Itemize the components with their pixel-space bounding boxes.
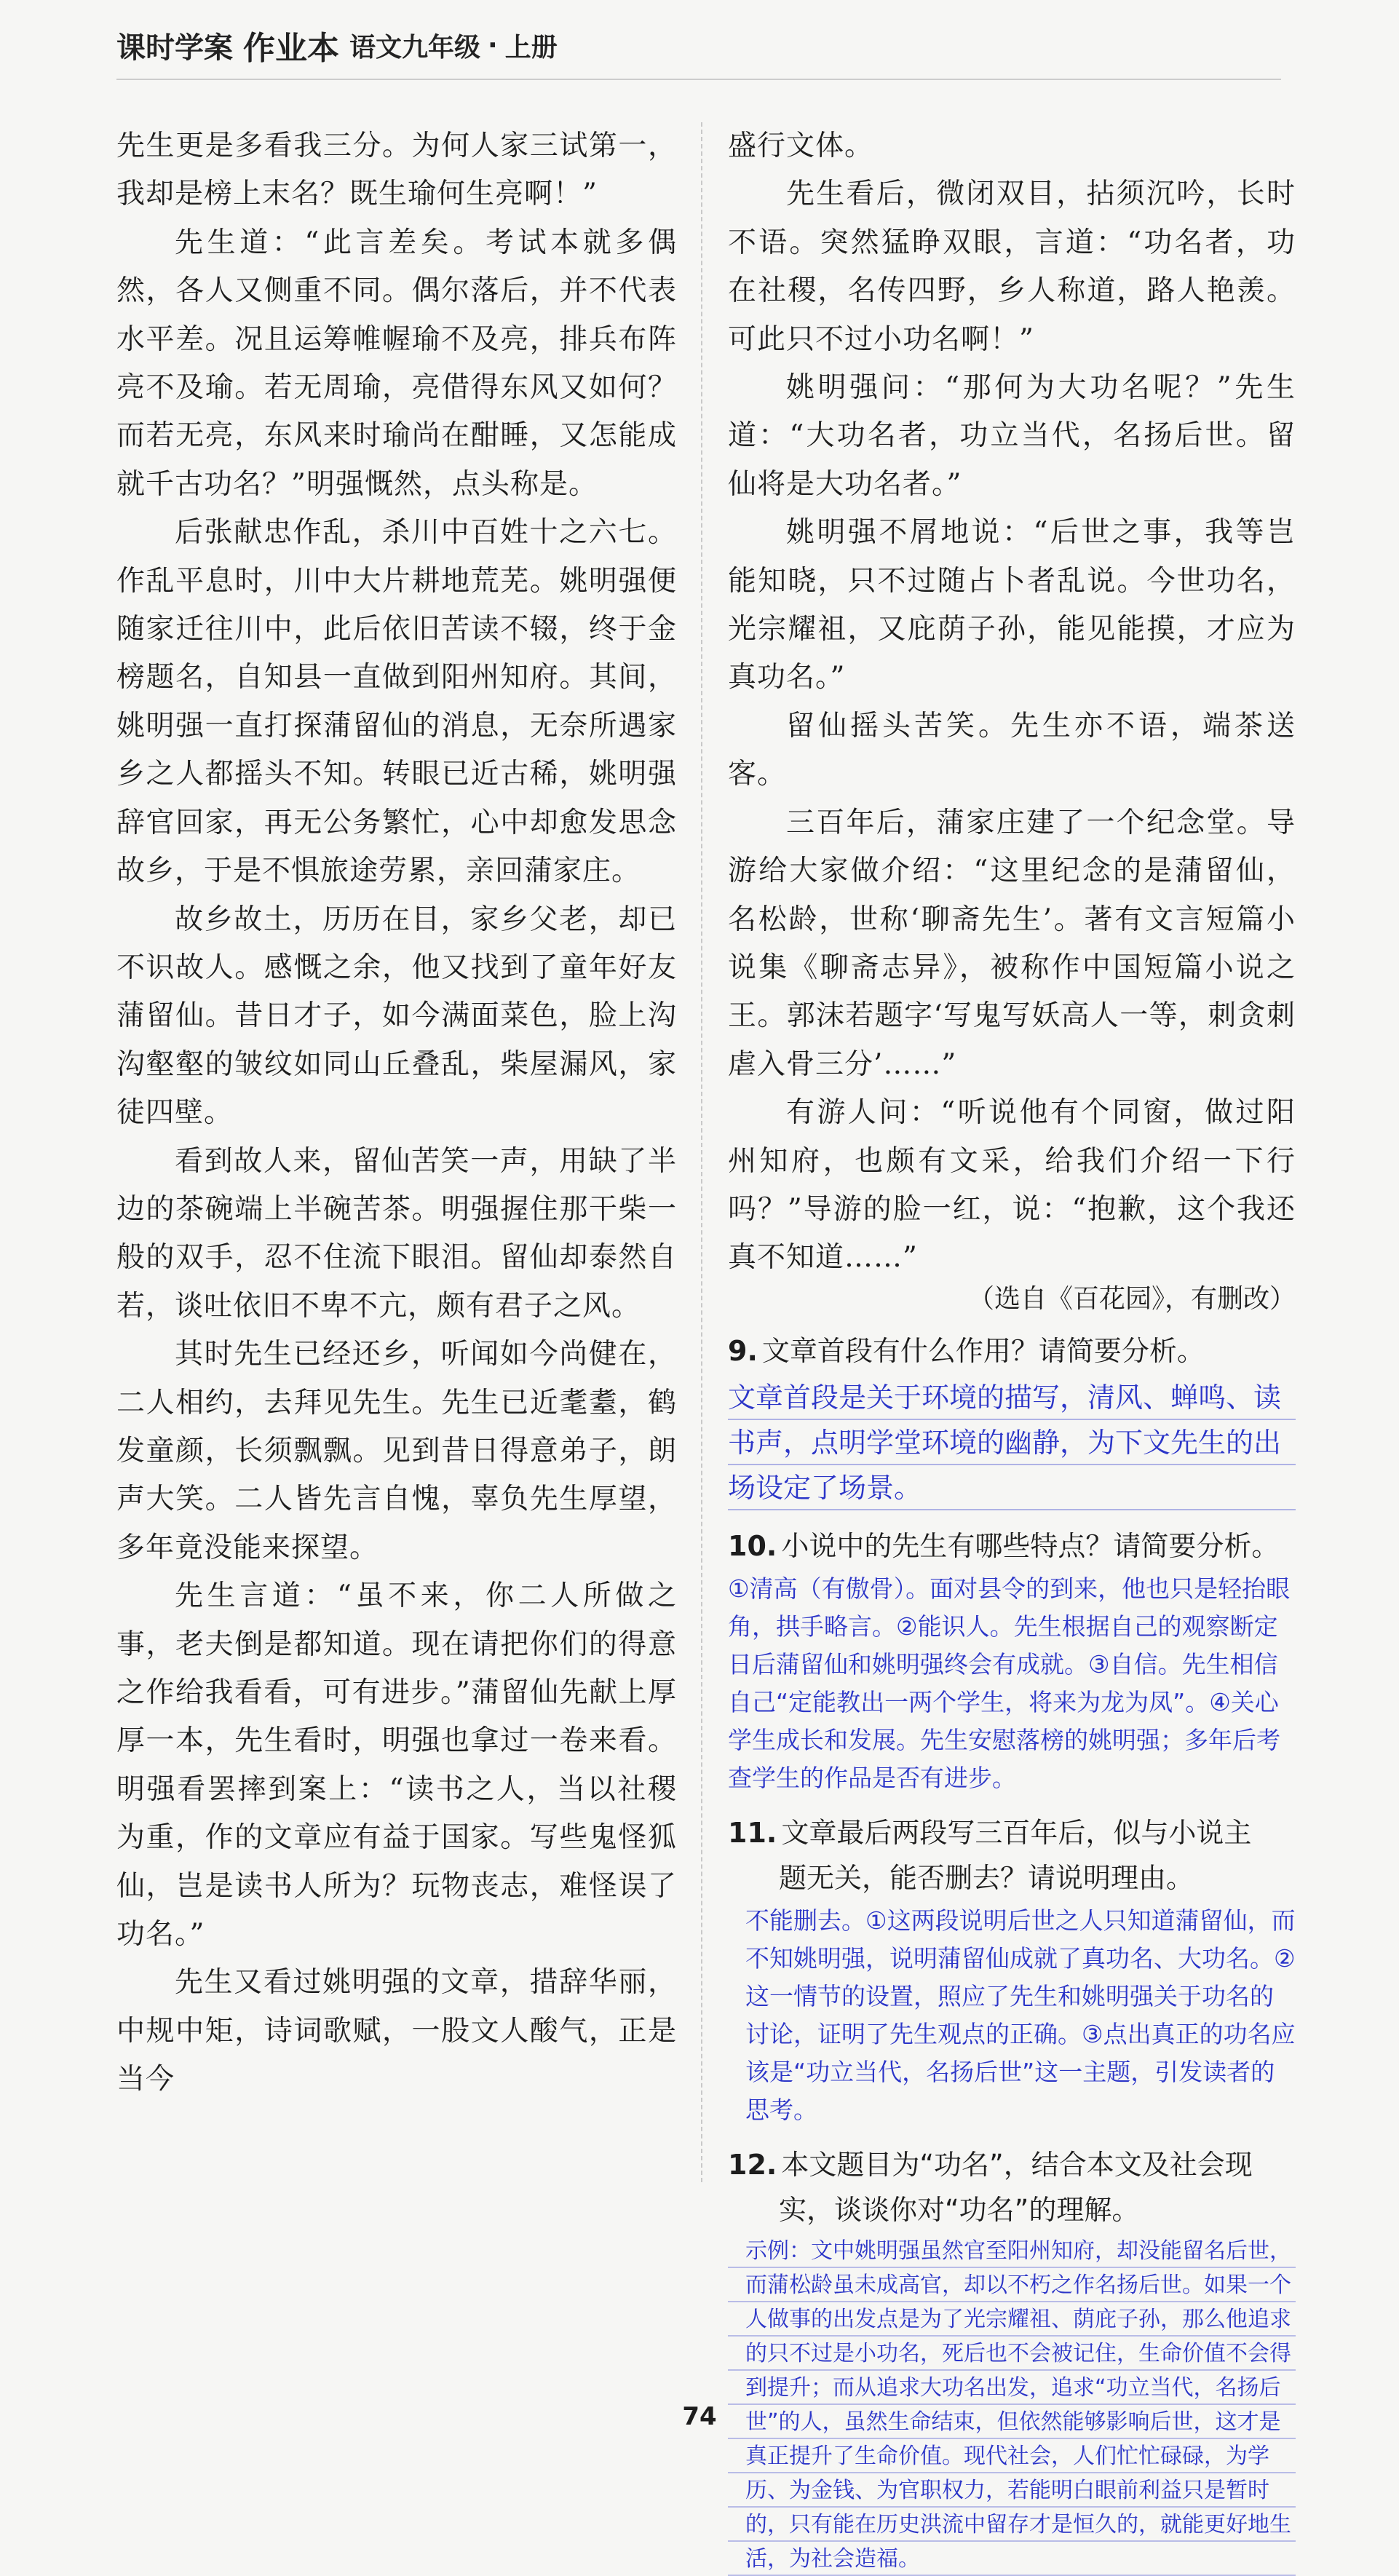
- page-number: 74: [682, 2402, 717, 2431]
- question-number: 12.: [728, 2148, 777, 2181]
- question-text-continued: 实，谈谈你对“功名”的理解。: [779, 2193, 1140, 2226]
- story-paragraph: 姚明强不屑地说：“后世之事，我等岂能知晓，只不过随占卜者乱说。今世功名，光宗耀祖，又庇荫子孙，能见能摸，才应为真功名。”: [728, 516, 1296, 694]
- question-number: 11.: [728, 1816, 777, 1849]
- story-paragraph: 看到故人来，留仙苦笑一声，用缺了半边的茶碗端上半碗苦茶。明强握住那干柴一般的双手，忍不住流下眼泪。留仙却泰然自若，谈吐依旧不卑不亢，颇有君子之风。: [116, 1144, 677, 1323]
- question-text: 文章首段有什么作用？请简要分析。: [761, 1334, 1205, 1367]
- volume-label: 上册: [504, 32, 558, 63]
- header-rule: [116, 79, 1281, 80]
- story-paragraph: 先生道：“此言差矣。考试本就多偶然，各人又侧重不同。偶尔落后，并不代表水平差。况且运筹帷幄瑜不及亮，排兵布阵亮不及瑜。若无周瑜，亮借得东风又如何？而若无亮，东风来时瑜尚在酣睡，又怎能成就千古功名？”明强慨然，点头称是。: [116, 226, 677, 501]
- answer-11: 不能删去。①这两段说明后世之人只知道蒲留仙，而不知姚明强，说明蒲留仙成就了真功名、大功名。②这一情节的设置，照应了先生和姚明强关于功名的讨论，证明了先生观点的正确。③点出真正的功名应该是“功立当代，名扬后世”这一主题，引发读者的思考。: [745, 1906, 1296, 2124]
- subject-label: 语文九年级: [349, 32, 481, 63]
- story-paragraph: 有游人问：“听说他有个同窗，做过阳州知府，也颇有文采，给我们介绍一下行吗？”导游的脸一红，说：“抱歉，这个我还真不知道……”: [728, 1096, 1296, 1275]
- story-paragraph: 其时先生已经还乡，听闻如今尚健在，二人相约，去拜见先生。先生已近耄耋，鹤发童颜，长须飘飘。见到昔日得意弟子，朗声大笑。二人皆先言自愧，辜负先生厚望，多年竟没能来探望。: [116, 1338, 677, 1564]
- question-text-continued: 题无关，能否删去？请说明理由。: [779, 1861, 1194, 1894]
- question-text: 小说中的先生有哪些特点？请简要分析。: [781, 1529, 1280, 1562]
- page-header: [116, 16, 1281, 74]
- question-text: 文章最后两段写三百年后，似与小说主: [781, 1816, 1252, 1849]
- question-9: [728, 1328, 1296, 1374]
- story-paragraph: 先生看后，微闭双目，拈须沉吟，长时不语。突然猛睁双眼，言道：“功名者，功在社稷，名传四野，乡人称道，路人艳羡。可此只不过小功名啊！”: [728, 178, 1296, 356]
- source-citation: （选自《百花园》，有删改）: [967, 1283, 1296, 1314]
- column-divider: [701, 122, 702, 2182]
- left-column: [116, 122, 677, 2104]
- question-number: 10.: [728, 1529, 777, 1562]
- story-paragraph: 后张献忠作乱，杀川中百姓十之六七。作乱平息时，川中大片耕地荒芜。姚明强便随家迁往川中，此后依旧苦读不辍，终于金榜题名，自知县一直做到阳州知府。其间，姚明强一直打探蒲留仙的消息，无奈所遇家乡之人都摇头不知。转眼已近古稀，姚明强辞官回家，再无公务繁忙，心中却愈发思念故乡，于是不惧旅途劳累，亲回蒲家庄。: [116, 516, 677, 888]
- question-12: [728, 2142, 1296, 2232]
- question-text: 本文题目为“功名”，结合本文及社会现: [781, 2148, 1253, 2181]
- answer-12: 示例：文中姚明强虽然官至阳州知府，却没能留名后世，而蒲松龄虽未成高官，却以不朽之作名扬后世。如果一个人做事的出发点是为了光宗耀祖、荫庇子孙，那么他追求的只不过是小功名，死后也不会被记住，生命价值不会得到提升；而从追求大功名出发，追求“功立当代，名扬后世”的人，虽然生命结束，但依然能够影响后世，这才是真正提升了生命价值。现代社会，人们忙忙碌碌，为学历、为金钱、为官职权力，若能明白眼前利益只是暂时的，只有能在历史洪流中留存才是恒久的，就能更好地生活，为社会造福。: [728, 2234, 1296, 2576]
- right-column: [728, 122, 1296, 2576]
- book-title: 作业本: [243, 30, 339, 67]
- story-paragraph: 先生又看过姚明强的文章，措辞华丽，中规中矩，诗词歌赋，一股文人酸气，正是当今: [116, 1966, 677, 2096]
- question-10: [728, 1523, 1296, 1569]
- answer-10: ①清高（有傲骨）。面对县令的到来，他也只是轻抬眼角，拱手略言。②能识人。先生根据自己的观察断定日后蒲留仙和姚明强终会有成就。③自信。先生相信自己“定能教出一两个学生，将来为龙为凤”。④关心学生成长和发展。先生安慰落榜的姚明强；多年后考查学生的作品是否有进步。: [728, 1574, 1291, 1792]
- story-paragraph: 留仙摇头苦笑。先生亦不语，端茶送客。: [728, 709, 1296, 791]
- story-paragraph: 盛行文体。: [728, 130, 874, 162]
- answer-9: 文章首段是关于环境的描写，清风、蝉鸣、读书声，点明学堂环境的幽静，为下文先生的出场设定了场景。: [728, 1375, 1296, 1510]
- story-paragraph: 姚明强问：“那何为大功名呢？”先生道：“大功名者，功立当代，名扬后世。留仙将是大功名者。”: [728, 371, 1296, 501]
- series-title: 课时学案: [116, 31, 233, 65]
- story-paragraph: 先生言道：“虽不来，你二人所做之事，老夫倒是都知道。现在请把你们的得意之作给我看看，可有进步。”蒲留仙先献上厚厚一本，先生看时，明强也拿过一卷来看。明强看罢摔到案上：“读书之人，当以社稷为重，作的文章应有益于国家。写些鬼怪狐仙，岂是读书人所为？玩物丧志，难怪误了功名。”: [116, 1580, 677, 1951]
- story-paragraph: 故乡故土，历历在目，家乡父老，却已不识故人。感慨之余，他又找到了童年好友蒲留仙。昔日才子，如今满面菜色，脸上沟沟壑壑的皱纹如同山丘叠乱，柴屋漏风，家徒四壁。: [116, 903, 677, 1130]
- story-paragraph: 三百年后，蒲家庄建了一个纪念堂。导游给大家做介绍：“这里纪念的是蒲留仙，名松龄，世称‘聊斋先生’。著有文言短篇小说集《聊斋志异》，被称作中国短篇小说之王。郭沫若题字‘写鬼写妖高人一等，刺贪刺虐入骨三分’……”: [728, 806, 1296, 1081]
- question-11: [728, 1810, 1296, 1901]
- header-separator: ·: [488, 30, 498, 60]
- question-number: 9.: [728, 1334, 758, 1367]
- story-paragraph: 先生更是多看我三分。为何人家三试第一，我却是榜上末名？既生瑜何生亮啊！”: [116, 130, 677, 211]
